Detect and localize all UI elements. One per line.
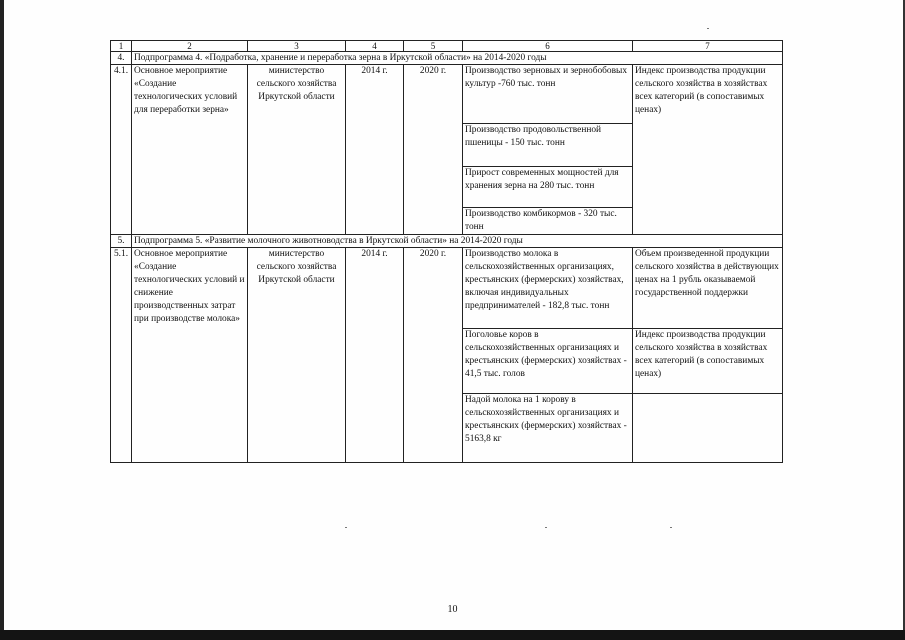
column-number-2: 2 bbox=[132, 41, 248, 52]
table-header-row bbox=[111, 41, 783, 52]
column-number-1: 1 bbox=[111, 41, 132, 52]
column-number-3: 3 bbox=[248, 41, 346, 52]
subprogram-4-row bbox=[111, 52, 783, 65]
subprogram-4-number: 4. bbox=[111, 52, 132, 65]
row-5-1-number: 5.1. bbox=[111, 248, 132, 463]
table-row bbox=[111, 248, 783, 329]
row-5-1-executor: министерство сельского хозяйства Иркутской области bbox=[248, 248, 346, 463]
row-5-1-indicator-1: Объем произведенной продукции сельского хозяйства в действующих ценах на 1 рубль оказываемой государственной поддержки bbox=[633, 248, 783, 329]
row-4-1-executor: министерство сельского хозяйства Иркутской области bbox=[248, 65, 346, 235]
subprogram-5-title: Подпрограмма 5. «Развитие молочного животноводства в Иркутской области» на 2014-2020 годы bbox=[132, 235, 783, 248]
row-5-1-indicator-2: Индекс производства продукции сельского хозяйства в хозяйствах всех категорий (в сопоставимых ценах) bbox=[633, 329, 783, 394]
row-4-1-result-1: Производство зерновых и зернобобовых культур -760 тыс. тонн bbox=[463, 65, 633, 124]
program-table bbox=[110, 40, 783, 463]
row-4-1-result-4: Производство комбикормов - 320 тыс. тонн bbox=[463, 208, 633, 235]
row-5-1-result-2: Поголовье коров в сельскохозяйственных организациях и крестьянских (фермерских) хозяйствах - 41,5 тыс. голов bbox=[463, 329, 633, 394]
row-4-1-measure: Основное мероприятие «Создание технологических условий для переработки зерна» bbox=[132, 65, 248, 235]
row-4-1-number: 4.1. bbox=[111, 65, 132, 235]
scan-edge-bottom bbox=[0, 630, 905, 640]
row-4-1-indicator: Индекс производства продукции сельского хозяйства в хозяйствах всех категорий (в сопоставимых ценах) bbox=[633, 65, 783, 235]
row-4-1-result-3: Прирост современных мощностей для хранения зерна на 280 тыс. тонн bbox=[463, 167, 633, 208]
row-5-1-result-3: Надой молока на 1 корову в сельскохозяйственных организациях и крестьянских (фермерских) хозяйствах - 5163,8 кг bbox=[463, 394, 633, 463]
page-number: 10 bbox=[447, 604, 458, 615]
row-5-1-measure: Основное мероприятие «Создание технологических условий и снижение производственных затрат при производстве молока» bbox=[132, 248, 248, 463]
table-row bbox=[111, 65, 783, 124]
column-number-5: 5 bbox=[404, 41, 463, 52]
row-5-1-end-year: 2020 г. bbox=[404, 248, 463, 463]
column-number-7: 7 bbox=[633, 41, 783, 52]
scan-edge-left bbox=[0, 0, 4, 640]
subprogram-4-title: Подпрограмма 4. «Подработка, хранение и переработка зерна в Иркутской области» на 2014-2020 годы bbox=[132, 52, 783, 65]
subprogram-5-number: 5. bbox=[111, 235, 132, 248]
row-5-1-start-year: 2014 г. bbox=[346, 248, 404, 463]
row-5-1-result-1: Производство молока в сельскохозяйственных организациях, крестьянских (фермерских) хозяйствах, включая индивидуальных предпринимателей - 182,8 тыс. тонн bbox=[463, 248, 633, 329]
column-number-4: 4 bbox=[346, 41, 404, 52]
row-4-1-result-2: Производство продовольственной пшеницы - 150 тыс. тонн bbox=[463, 124, 633, 167]
column-number-6: 6 bbox=[463, 41, 633, 52]
row-4-1-end-year: 2020 г. bbox=[404, 65, 463, 235]
row-4-1-start-year: 2014 г. bbox=[346, 65, 404, 235]
subprogram-5-row bbox=[111, 235, 783, 248]
row-5-1-indicator-3 bbox=[633, 394, 783, 463]
